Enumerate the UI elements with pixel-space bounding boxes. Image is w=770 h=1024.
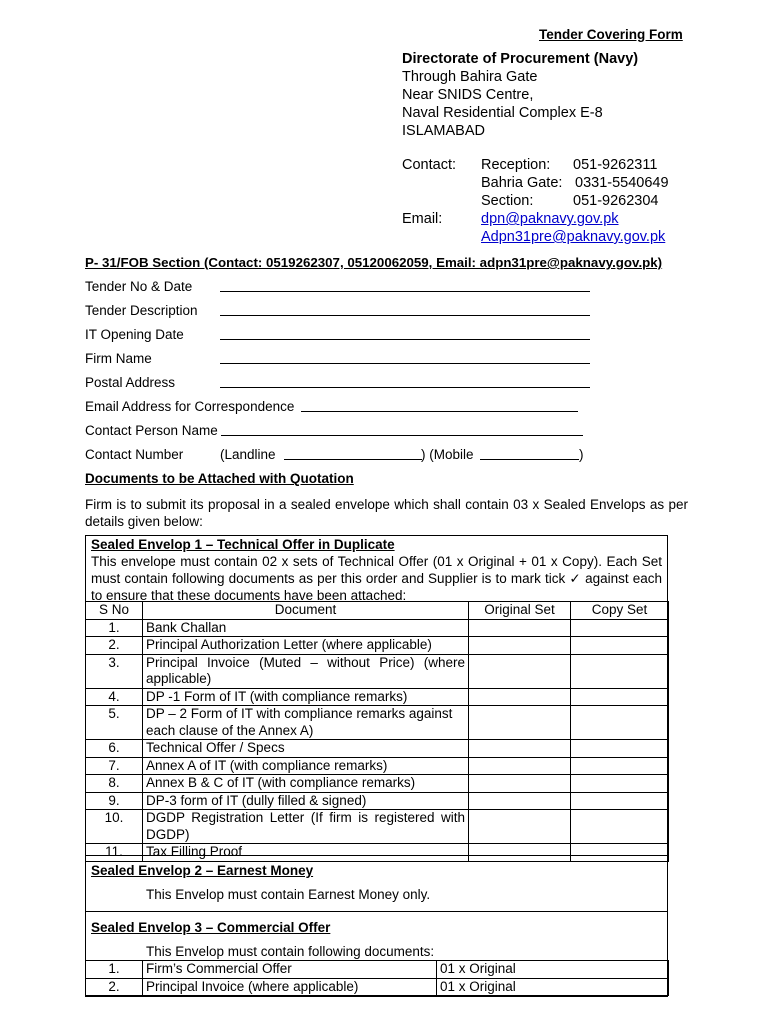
original-set-cell[interactable] [469,637,571,655]
row-no: 3. [86,654,143,688]
row-no: 10. [86,810,143,844]
copy-set-cell[interactable] [571,688,669,706]
row-qty: 01 x Original [437,978,669,996]
section-label: Section: [481,193,534,209]
row-no: 2. [86,637,143,655]
row-no: 8. [86,775,143,793]
copy-set-cell[interactable] [571,792,669,810]
form-title: Tender Covering Form [539,27,683,42]
envelop-3-table [85,960,669,996]
bahria-label: Bahria Gate: [481,175,563,191]
row-doc: Annex B & C of IT (with compliance remarks) [143,775,469,793]
table-row [86,792,669,810]
table-header-row [86,602,669,620]
contact-person-label: Contact Person Name [85,423,218,438]
field-line-tender-description[interactable] [220,315,590,316]
row-no: 9. [86,792,143,810]
row-qty: 01 x Original [437,961,669,979]
field-label-tender-description: Tender Description [85,303,198,318]
email-correspondence-line[interactable] [301,411,578,412]
bahria-value: 0331-5540649 [575,175,669,191]
copy-set-cell[interactable] [571,706,669,740]
row-doc: Tax Filling Proof [143,844,469,862]
original-set-cell[interactable] [469,654,571,688]
copy-set-cell[interactable] [571,637,669,655]
address-line-1: Through Bahira Gate [402,69,538,85]
table-row [86,619,669,637]
address-line-2: Near SNIDS Centre, [402,87,534,103]
row-no: 11. [86,844,143,862]
table-row [86,757,669,775]
contact-number-label: Contact Number [85,447,184,462]
header-sno: S No [86,602,143,620]
row-doc: DP -1 Form of IT (with compliance remarks) [143,688,469,706]
table-row [86,654,669,688]
intro-text: Firm is to submit its proposal in a sealed envelope which shall contain 03 x Sealed Envelops as per details given below: [85,497,688,529]
table-row [86,740,669,758]
address-line-4: ISLAMABAD [402,123,485,139]
table-row [86,775,669,793]
original-set-cell[interactable] [469,740,571,758]
table-row [86,706,669,740]
row-no: 5. [86,706,143,740]
row-no: 4. [86,688,143,706]
row-no: 6. [86,740,143,758]
copy-set-cell[interactable] [571,775,669,793]
mobile-label: ) (Mobile [421,447,474,462]
contact-label: Contact: [402,157,456,173]
envelop-3-title: Sealed Envelop 3 – Commercial Offer [91,920,331,935]
table-row [86,961,669,979]
table-row [86,637,669,655]
envelop-2-text: This Envelop must contain Earnest Money only. [146,887,431,902]
row-doc: Technical Offer / Specs [143,740,469,758]
reception-label: Reception: [481,157,551,173]
reception-value: 051-9262311 [573,157,658,173]
copy-set-cell[interactable] [571,740,669,758]
field-line-it-opening-date[interactable] [220,339,590,340]
envelop-2-title: Sealed Envelop 2 – Earnest Money [91,863,314,878]
landline-label: (Landline [220,447,276,462]
docs-heading: Documents to be Attached with Quotation [85,471,354,486]
section-heading: P- 31/FOB Section (Contact: 0519262307, 05120062059, Email: adpn31pre@paknavy.gov.pk) [85,255,663,270]
email-label: Email: [402,211,443,227]
original-set-cell[interactable] [469,810,571,844]
row-doc: DP-3 form of IT (dully filled & signed) [143,792,469,810]
row-doc: Principal Invoice (where applicable) [143,978,437,996]
org-name: Directorate of Procurement (Navy) [402,51,639,67]
row-doc: Principal Invoice (Muted – without Price) (where applicable) [143,654,469,688]
field-label-it-opening-date: IT Opening Date [85,327,184,342]
address-line-3: Naval Residential Complex E-8 [402,105,603,121]
contact-person-line[interactable] [221,435,583,436]
table-row [86,810,669,844]
header-original-set: Original Set [469,602,571,620]
row-doc: Bank Challan [143,619,469,637]
row-no: 1. [86,619,143,637]
table-row [86,688,669,706]
field-label-tender-no: Tender No & Date [85,279,193,294]
row-no: 2. [86,978,143,996]
original-set-cell[interactable] [469,757,571,775]
field-line-firm-name[interactable] [220,363,590,364]
field-label-postal-address: Postal Address [85,375,176,390]
field-label-firm-name: Firm Name [85,351,152,366]
mobile-close: ) [579,447,584,462]
copy-set-cell[interactable] [571,757,669,775]
envelop-3-text: This Envelop must contain following documents: [146,944,435,959]
copy-set-cell[interactable] [571,619,669,637]
envelop-1-text: This envelope must contain 02 x sets of Technical Offer (01 x Original + 01 x Copy). Each Set must contain following documents as per this order and Supplier is to mark tick ✓ against each to ensure that these documents have been attached: [91,554,662,603]
original-set-cell[interactable] [469,792,571,810]
copy-set-cell[interactable] [571,810,669,844]
field-line-tender-no[interactable] [220,291,590,292]
section-value: 051-9262304 [573,193,659,209]
row-no: 1. [86,961,143,979]
field-line-postal-address[interactable] [220,387,590,388]
original-set-cell[interactable] [469,775,571,793]
original-set-cell[interactable] [469,619,571,637]
landline-line[interactable] [284,459,422,460]
row-doc: DP – 2 Form of IT with compliance remarks against each clause of the Annex A) [143,706,469,740]
row-doc: Principal Authorization Letter (where applicable) [143,637,469,655]
email-link-2[interactable]: Adpn31pre@paknavy.gov.pk [481,229,666,245]
original-set-cell[interactable] [469,706,571,740]
header-document: Document [143,602,469,620]
envelop-1-title: Sealed Envelop 1 – Technical Offer in Duplicate [91,537,395,552]
table-row [86,978,669,996]
email-link-1[interactable]: dpn@paknavy.gov.pk [481,211,619,227]
copy-set-cell[interactable] [571,654,669,688]
original-set-cell[interactable] [469,688,571,706]
header-copy-set: Copy Set [571,602,669,620]
row-doc: DGDP Registration Letter (If firm is registered with DGDP) [143,810,469,844]
envelop-1-table [85,601,669,862]
row-doc: Firm’s Commercial Offer [143,961,437,979]
row-doc: Annex A of IT (with compliance remarks) [143,757,469,775]
email-correspondence-label: Email Address for Correspondence [85,399,295,414]
mobile-line[interactable] [480,459,579,460]
row-no: 7. [86,757,143,775]
